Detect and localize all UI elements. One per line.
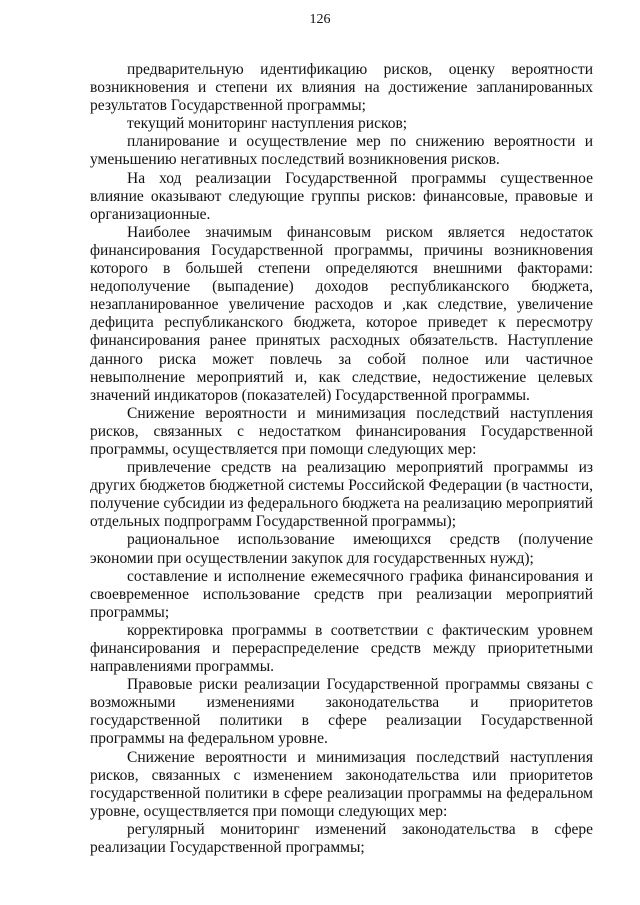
document-body <box>90 61 593 857</box>
paragraph-risk-monitoring: текущий мониторинг наступления рисков; <box>127 115 408 133</box>
paragraph-measure-adjustment: корректировка программы в соответствии с фактическим уровнем финансирования и перераспределение средств между приоритетными направлениями программы. <box>90 621 593 676</box>
paragraph-legal-risks: Правовые риски реализации Государственной программы связаны с возможными изменениями законодательства и приоритетов государственной политики в сфере реализации Государственной программы на федеральном уровне. <box>90 676 593 748</box>
paragraph-risk-groups: На ход реализации Государственной программы существенное влияние оказывают следующие группы рисков: финансовые, правовые и организационные. <box>90 169 593 223</box>
paragraph-measure-schedule: составление и исполнение ежемесячного графика финансирования и своевременное использование средств при реализации мероприятий программы; <box>90 567 593 621</box>
paragraph-financial-measures-intro: Снижение вероятности и минимизация последствий наступления рисков, связанных с недостатком финансирования Государственной программы, осуществляется при помощи следующих мер: <box>90 404 593 458</box>
paragraph-risk-planning: планирование и осуществление мер по снижению вероятности и уменьшению негативных последствий возникновения рисков. <box>90 133 593 169</box>
paragraph-risk-identification: предварительную идентификацию рисков, оценку вероятности возникновения и степени их влияния на достижение запланированных результатов Государственной программы; <box>90 61 593 115</box>
paragraph-legal-measures-intro: Снижение вероятности и минимизация последствий наступления рисков, связанных с изменением законодательства или приоритетов государственной политики в сфере реализации программы на федеральном уровне, осуществляется при помощи следующих мер: <box>90 748 593 820</box>
page-number: 126 <box>309 12 331 27</box>
paragraph-financial-risk: Наиболее значимым финансовым риском является недостаток финансирования Государственной программы, причины возникновения которого в большей степени определяются внешними факторами: недополучение (выпадение) доходов республиканского бюджета, незапланированное увеличение расходов и ,как следствие, увеличение дефицита республиканского бюджета, которое приведет к пересмотру финансирования ранее принятых расходных обязательств. Наступление данного риска может повлечь за собой полное или частичное невыполнение мероприятий и, как следствие, недостижение целевых значений индикаторов (показателей) Государственной программы. <box>90 223 593 404</box>
paragraph-measure-attract-funds: привлечение средств на реализацию мероприятий программы из других бюджетов бюджетной системы Российской Федерации (в частности, получение субсидии из федерального бюджета на реализацию мероприятий отдельных подпрограмм Государственной программы); <box>90 459 593 531</box>
paragraph-measure-rational-use: рациональное использование имеющихся средств (получение экономии при осуществлении закупок для государственных нужд); <box>90 531 593 567</box>
paragraph-measure-legal-monitoring: регулярный мониторинг изменений законодательства в сфере реализации Государственной программы; <box>90 820 593 857</box>
